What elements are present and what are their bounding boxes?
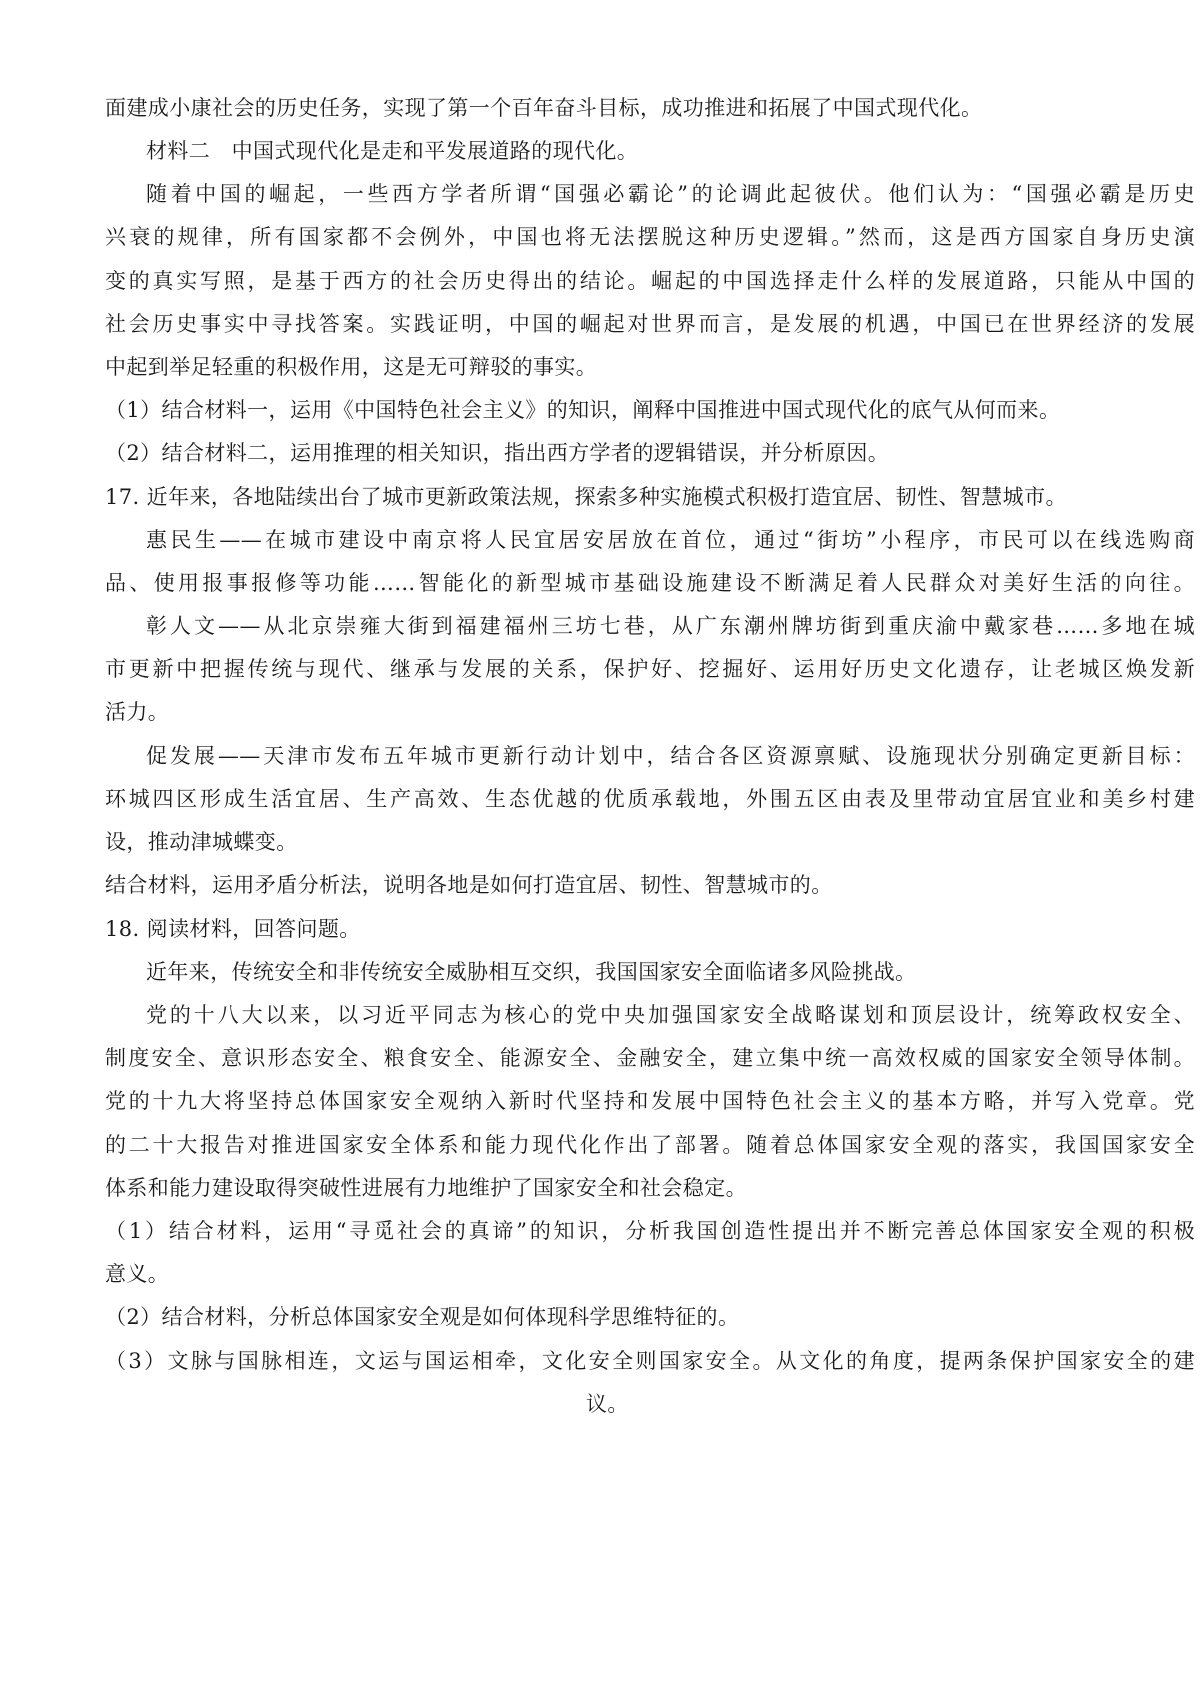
question-18-2: （2）结合材料，分析总体国家安全观是如何体现科学思维特征的。 [105, 1305, 740, 1329]
question-18-1: （1）结合材料，运用“寻觅社会的真谛”的知识，分析我国创造性提出并不断完善总体国家安全观的积极 [105, 1219, 1195, 1243]
text-line-25: 的二十大报告对推进国家安全体系和能力现代化作出了部署。随着总体国家安全观的落实，我国国家安全 [105, 1133, 1195, 1157]
text-line-03: 随着中国的崛起，一些西方学者所谓“国强必霸论”的论调此起彼伏。他们认为：“国强必霸是历史 [146, 182, 1195, 206]
text-line-16: 促发展——天津市发布五年城市更新行动计划中，结合各区资源禀赋、设施现状分别确定更新目标： [146, 744, 1195, 768]
text-line-12: 品、使用报事报修等功能……智能化的新型城市基础设施建设不断满足着人民群众对美好生活的向往。 [105, 571, 1195, 595]
text-line-14: 市更新中把握传统与现代、继承与发展的关系，保护好、挖掘好、运用好历史文化遗存，让老城区焕发新 [105, 657, 1195, 681]
question-17-prompt: 结合材料，运用矛盾分析法，说明各地是如何打造宜居、韧性、智慧城市的。 [105, 873, 833, 897]
text-line-13: 彰人文——从北京崇雍大街到福建福州三坊七巷，从广东潮州牌坊街到重庆渝中戴家巷……多地在城 [146, 614, 1195, 638]
question-18-3: （3）文脉与国脉相连，文运与国运相牵，文化安全则国家安全。从文化的角度，提两条保护国家安全的建 [105, 1349, 1195, 1373]
text-line-04: 兴衰的规律，所有国家都不会例外，中国也将无法摆脱这种历史逻辑。”然而，这是西方国家自身历史演 [105, 225, 1195, 249]
text-line-06: 社会历史事实中寻找答案。实践证明，中国的崛起对世界而言，是发展的机遇，中国已在世界经济的发展 [105, 312, 1195, 336]
question-16-2: （2）结合材料二，运用推理的相关知识，指出西方学者的逻辑错误，并分析原因。 [105, 441, 890, 465]
text-line-23: 制度安全、意识形态安全、粮食安全、能源安全、金融安全，建立集中统一高效权威的国家安全领导体制。 [105, 1046, 1195, 1070]
text-line-26: 体系和能力建设取得突破性进展有力地维护了国家安全和社会稳定。 [105, 1176, 747, 1200]
text-line-21: 近年来，传统安全和非传统安全威胁相互交织，我国国家安全面临诸多风险挑战。 [146, 960, 917, 984]
question-17-heading: 17. 近年来，各地陆续出台了城市更新政策法规，探索多种实施模式积极打造宜居、韧性、智慧城市。 [105, 485, 1067, 509]
text-line-07: 中起到举足轻重的积极作用，这是无可辩驳的事实。 [105, 355, 598, 379]
text-line-24: 党的十九大将坚持总体国家安全观纳入新时代坚持和发展中国特色社会主义的基本方略，并写入党章。党 [105, 1089, 1195, 1113]
text-line-11: 惠民生——在城市建设中南京将人民宜居安居放在首位，通过“街坊”小程序，市民可以在线选购商 [146, 528, 1195, 552]
question-18-3-cont: 议。 [586, 1392, 629, 1416]
material-two-heading: 材料二 中国式现代化是走和平发展道路的现代化。 [146, 139, 639, 163]
question-18-1-cont: 意义。 [105, 1262, 170, 1286]
text-line-17: 环城四区形成生活宜居、生产高效、生态优越的优质承载地，外围五区由表及里带动宜居宜业和美乡村建 [105, 787, 1195, 811]
text-line-22: 党的十八大以来，以习近平同志为核心的党中央加强国家安全战略谋划和顶层设计，统筹政权安全、 [146, 1003, 1195, 1027]
question-16-1: （1）结合材料一，运用《中国特色社会主义》的知识，阐释中国推进中国式现代化的底气从何而来。 [105, 398, 1061, 422]
text-line-01: 面建成小康社会的历史任务，实现了第一个百年奋斗目标，成功推进和拓展了中国式现代化。 [105, 96, 983, 120]
question-18-heading: 18. 阅读材料，回答问题。 [105, 917, 361, 941]
text-line-05: 变的真实写照，是基于西方的社会历史得出的结论。崛起的中国选择走什么样的发展道路，只能从中国的 [105, 269, 1195, 293]
text-line-15: 活力。 [105, 700, 170, 724]
text-line-18: 设，推动津城蝶变。 [105, 830, 298, 854]
